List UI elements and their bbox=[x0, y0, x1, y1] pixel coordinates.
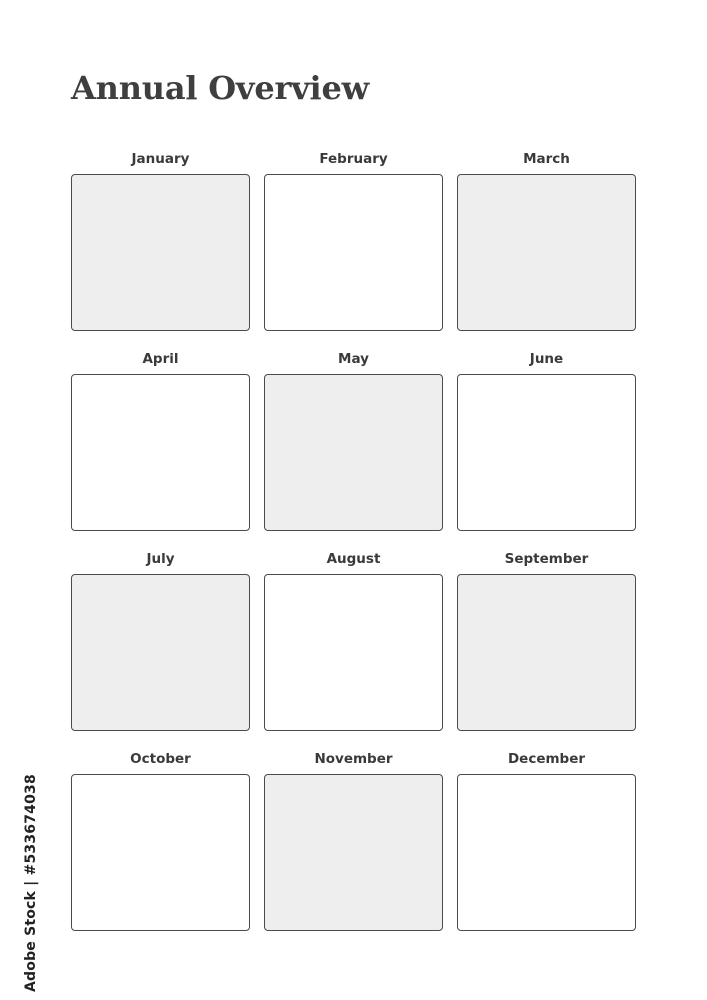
month-box bbox=[71, 774, 250, 931]
month-label: May bbox=[338, 351, 369, 367]
month-box bbox=[71, 174, 250, 331]
month-box bbox=[457, 774, 636, 931]
month-cell-february bbox=[264, 148, 443, 331]
month-label: June bbox=[529, 351, 564, 367]
month-cell-august bbox=[264, 548, 443, 731]
stock-watermark bbox=[12, 762, 39, 992]
month-box bbox=[264, 574, 443, 731]
month-cell-november bbox=[264, 748, 443, 931]
month-box bbox=[264, 774, 443, 931]
month-label: September bbox=[504, 551, 589, 567]
month-box bbox=[264, 174, 443, 331]
month-cell-september bbox=[457, 548, 636, 731]
month-cell-may bbox=[264, 348, 443, 531]
month-box bbox=[457, 374, 636, 531]
month-label: November bbox=[314, 751, 393, 767]
month-label: March bbox=[523, 151, 570, 167]
page-title: Annual Overview bbox=[71, 69, 370, 107]
month-box bbox=[71, 574, 250, 731]
month-box bbox=[457, 574, 636, 731]
month-cell-june bbox=[457, 348, 636, 531]
month-label: December bbox=[507, 751, 586, 767]
month-label: July bbox=[146, 551, 175, 567]
month-grid bbox=[71, 148, 636, 931]
month-box bbox=[71, 374, 250, 531]
month-label: April bbox=[142, 351, 179, 367]
month-label: January bbox=[131, 151, 190, 167]
month-box bbox=[457, 174, 636, 331]
month-cell-march bbox=[457, 148, 636, 331]
month-cell-october bbox=[71, 748, 250, 931]
month-cell-july bbox=[71, 548, 250, 731]
stock-watermark-text: Adobe Stock | #533674038 bbox=[23, 774, 39, 992]
month-cell-december bbox=[457, 748, 636, 931]
month-box bbox=[264, 374, 443, 531]
month-label: October bbox=[130, 751, 191, 767]
month-label: February bbox=[319, 151, 388, 167]
month-cell-april bbox=[71, 348, 250, 531]
month-label: August bbox=[326, 551, 381, 567]
month-cell-january bbox=[71, 148, 250, 331]
